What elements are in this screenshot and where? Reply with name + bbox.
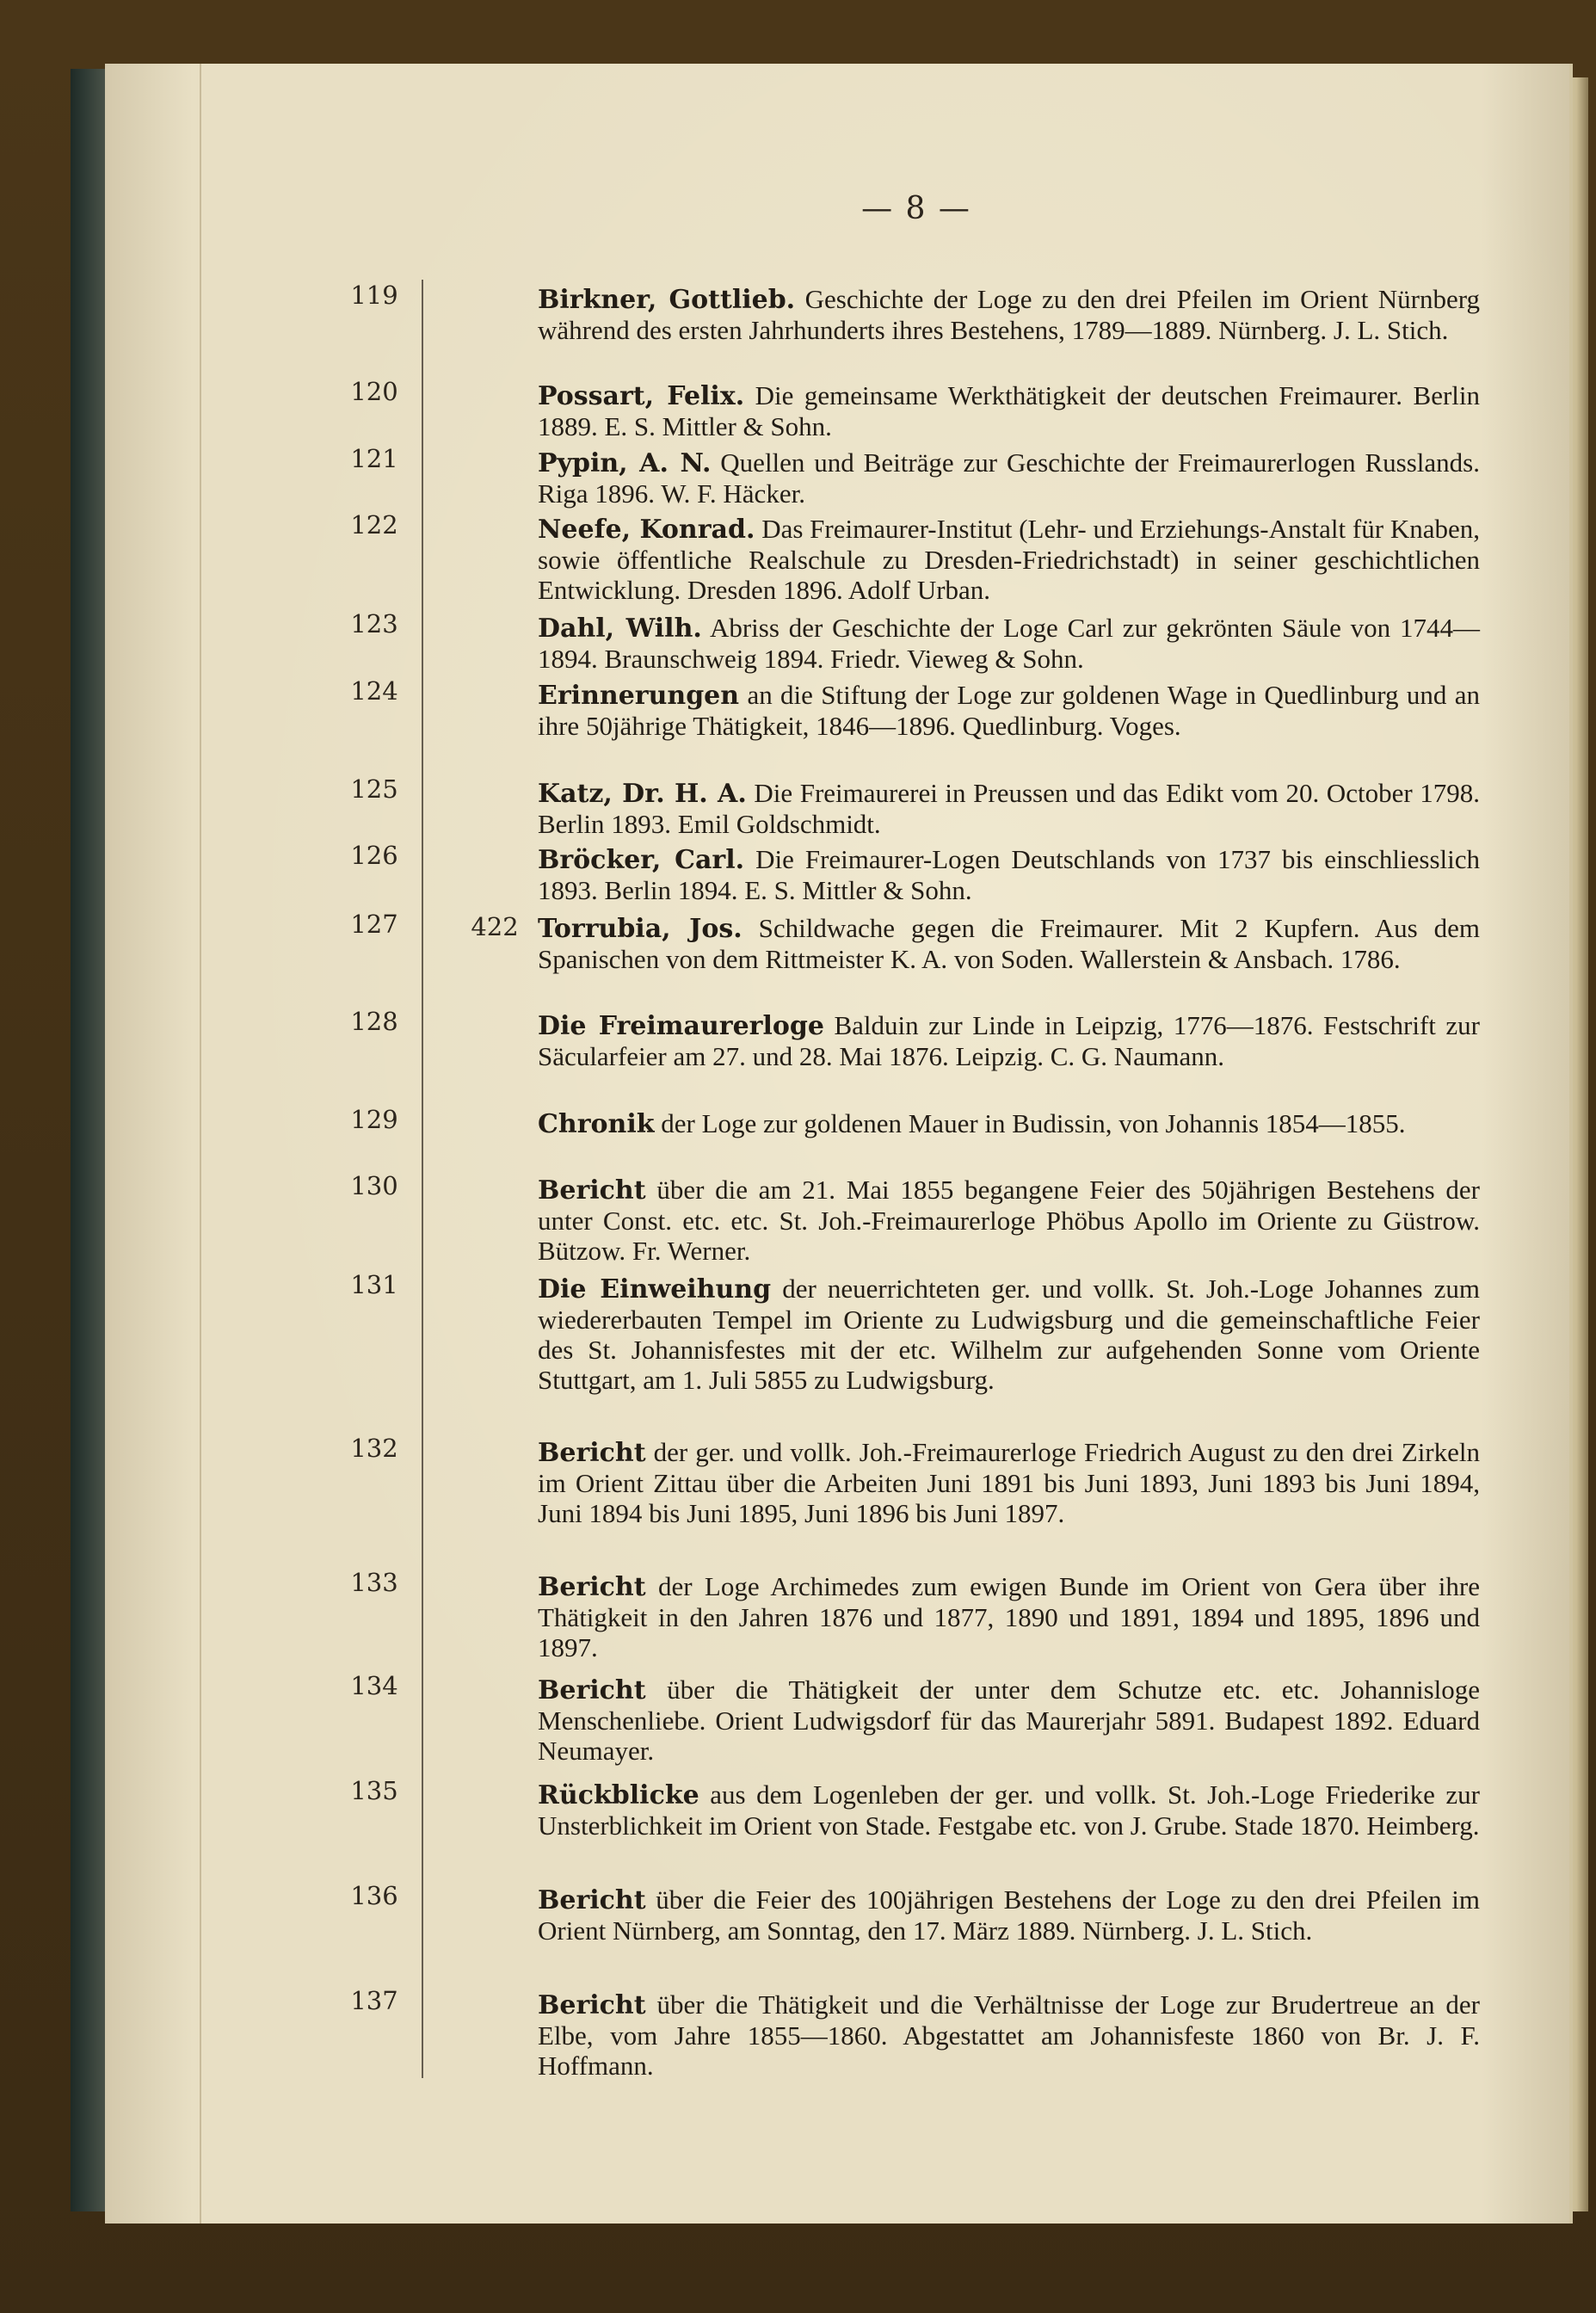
entry-head: Bericht: [538, 1885, 646, 1915]
entry-text: [538, 1108, 1480, 1139]
entry-body: an die Stiftung der Loge zur goldenen Wage in Quedlinburg und an ihre 50jährige Thätigkeit, 1846—1896. Quedlinburg. Voges.: [538, 680, 1480, 741]
entry-text: [538, 1274, 1480, 1395]
entry-body: Quellen und Beiträge zur Geschichte der Freimaurerlogen Russlands. Riga 1896. W. F. Häcker.: [538, 447, 1480, 509]
entry-body: Geschichte der Loge zu den drei Pfeilen im Orient Nürnberg während des ersten Jahrhunderts ihres Bestehens, 1789—1889. Nürnberg. J. L. Stich.: [538, 284, 1481, 345]
entry-text: [538, 284, 1480, 345]
entry-number: 127: [350, 910, 398, 939]
entry-body: über die Thätigkeit und die Verhältnisse der Loge zur Brudertreue an der Elbe, vom Jahre 1855—1860. Abgestattet am Johannisfeste 1860 von Br. J. F. Hoffmann.: [538, 1989, 1481, 2081]
entry-body: der Loge Archimedes zum ewigen Bunde im Orient von Gera über ihre Thätigkeit in den Jahren 1876 und 1877, 1890 und 1891, 1894 und 1895, 1896 und 1897.: [538, 1571, 1480, 1662]
entry-head: Torrubia, Jos.: [538, 914, 743, 944]
entry-head: Neefe, Konrad.: [538, 515, 755, 545]
entry-body: der neuerrichteten ger. und vollk. St. Joh.-Loge Johannes zum wiedererbauten Tempel im Oriente zu Ludwigsburg und die gemeinschaftliche Feier des St. Johannisfestes mit der etc. Wilhelm zur aufgehenden Sonne vom Oriente Stuttgart, am 1. Juli 5855 zu Ludwigsburg.: [538, 1274, 1480, 1395]
entry-body: über die Thätigkeit der unter dem Schutze etc. etc. Johannisloge Menschenliebe. Orient Ludwigsdorf für das Maurerjahr 5891. Budapest 1892. Eduard Neumayer.: [538, 1675, 1481, 1766]
entry-head: Possart, Felix.: [538, 381, 745, 411]
entry-head: Erinnerungen: [538, 681, 740, 711]
entry-head: Bericht: [538, 1175, 646, 1206]
entry-head: Bericht: [538, 1572, 646, 1602]
entry-text: [538, 778, 1480, 839]
entry-number: 129: [350, 1105, 398, 1134]
entry-number: 135: [350, 1776, 398, 1805]
entry-body: Die gemeinsame Werkthätigkeit der deutschen Freimaurer. Berlin 1889. E. S. Mittler & Sohn.: [538, 380, 1481, 441]
entry-number: 121: [350, 444, 398, 473]
entry-number: 122: [350, 510, 398, 540]
entry-head: Rückblicke: [538, 1780, 699, 1810]
entry-head: Katz, Dr. H. A.: [538, 779, 747, 809]
reference-number: 422: [471, 912, 519, 941]
entry-number: 137: [350, 1986, 398, 2015]
entry-number: 120: [350, 377, 398, 406]
entry-number: 126: [350, 841, 398, 870]
entry-body: der Loge zur goldenen Mauer in Budissin, von Johannis 1854—1855.: [661, 1108, 1406, 1138]
entry-body: Das Freimaurer-Institut (Lehr- und Erziehungs-Anstalt für Knaben, sowie öffentliche Realschule zu Dresden-Friedrichstadt) in seiner geschichtlichen Entwicklung. Dresden 1896. Adolf Urban.: [538, 514, 1480, 605]
entry-text: [538, 1989, 1480, 2081]
entry-body: Abriss der Geschichte der Loge Carl zur gekrönten Säule von 1744—1894. Braunschweig 1894. Friedr. Vieweg & Sohn.: [538, 613, 1481, 674]
entry-text: [538, 1675, 1480, 1766]
entry-number: 123: [350, 609, 398, 638]
entry-number: 131: [350, 1270, 398, 1299]
entry-number: 125: [350, 774, 398, 804]
entry-number: 130: [350, 1171, 398, 1200]
entry-body: der ger. und vollk. Joh.-Freimaurerloge Friedrich August zu den drei Zirkeln im Orient Zittau über die Arbeiten Juni 1891 bis Juni 1893, Juni 1893 bis Juni 1894, Juni 1894 bis Juni 1895, Juni 1896 bis Juni 1897.: [538, 1437, 1480, 1528]
entry-text: [538, 1010, 1480, 1071]
entry-head: Bericht: [538, 1675, 646, 1705]
entry-body: aus dem Logenleben der ger. und vollk. St. Joh.-Loge Friederike zur Unsterblichkeit im Orient von Stade. Festgabe etc. von J. Grube. Stade 1870. Heimberg.: [538, 1779, 1480, 1841]
entry-number: 133: [350, 1568, 398, 1597]
entry-text: [538, 447, 1480, 509]
entry-body: über die Feier des 100jährigen Bestehens der Loge zu den drei Pfeilen im Orient Nürnberg, am Sonntag, den 17. März 1889. Nürnberg. J. L. Stich.: [538, 1884, 1481, 1946]
column-rule: [422, 280, 423, 2078]
entry-body: Schildwache gegen die Freimaurer. Mit 2 Kupfern. Aus dem Spanischen von dem Rittmeister K. A. von Soden. Wallerstein & Ansbach. 1786.: [538, 913, 1480, 974]
entry-head: Bericht: [538, 1438, 646, 1468]
entry-text: [538, 1175, 1480, 1266]
entry-head: Bericht: [538, 1990, 646, 2020]
entry-text: [538, 1779, 1480, 1841]
entry-text: [538, 1437, 1480, 1528]
page-fold-line: [200, 64, 201, 2224]
entry-head: Chronik: [538, 1109, 655, 1139]
entry-number: 119: [350, 281, 398, 310]
entry-text: [538, 680, 1480, 741]
entry-number: 136: [350, 1881, 398, 1910]
entry-head: Die Freimaurerloge: [538, 1011, 824, 1041]
entry-text: [538, 380, 1480, 441]
entry-body: Balduin zur Linde in Leipzig, 1776—1876. Festschrift zur Säcularfeier am 27. und 28. Mai 1876. Leipzig. C. G. Naumann.: [538, 1010, 1480, 1071]
entry-head: Dahl, Wilh.: [538, 614, 702, 644]
page-number: — 8 —: [861, 191, 971, 226]
entry-text: [538, 913, 1480, 974]
entry-text: [538, 613, 1480, 674]
entry-head: Die Einweihung: [538, 1274, 772, 1305]
entry-text: [538, 514, 1480, 605]
entry-body: über die am 21. Mai 1855 begangene Feier des 50jährigen Bestehens der unter Const. etc. etc. St. Joh.-Freimaurerloge Phöbus Apollo im Oriente zu Güstrow. Bützow. Fr. Werner.: [538, 1175, 1481, 1266]
entry-body: Die Freimaurer-Logen Deutschlands von 1737 bis einschliesslich 1893. Berlin 1894. E. S. Mittler & Sohn.: [538, 844, 1480, 905]
entry-head: Bröcker, Carl.: [538, 845, 745, 875]
entry-number: 128: [350, 1007, 398, 1036]
entry-head: Birkner, Gottlieb.: [538, 285, 796, 315]
entry-number: 134: [350, 1671, 398, 1700]
entry-text: [538, 844, 1480, 905]
entry-text: [538, 1571, 1480, 1662]
book-spine: [71, 69, 107, 2211]
entry-head: Pypin, A. N.: [538, 448, 712, 478]
entry-number: 124: [350, 676, 398, 706]
entry-body: Die Freimaurerei in Preussen und das Edikt vom 20. October 1798. Berlin 1893. Emil Goldschmidt.: [538, 778, 1480, 839]
entry-number: 132: [350, 1434, 398, 1463]
entry-text: [538, 1884, 1480, 1946]
